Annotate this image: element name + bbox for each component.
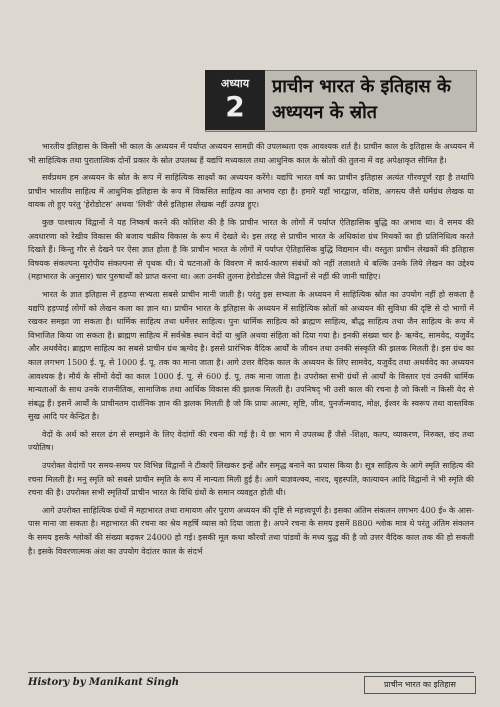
- chapter-title: प्राचीन भारत के इतिहास के अध्ययन के स्रोत: [272, 76, 451, 123]
- footer-author: History by Manikant Singh: [28, 677, 179, 688]
- paragraph: सर्वप्रथम हम अध्ययन के स्रोत के रूप में साहित्यिक साक्ष्यों का अध्ययन करेंगे। यद्यपि भारत वर्ष का प्राचीन इतिहास अत्यंत गौरवपूर्ण रहा है तथापि प्राचीन भारतीय साहित्य में आधुनिक इतिहास के रूप में विकसित साहित्य का अभाव रहा है। हमारे यहाँ भारद्वाज, वशिष्ठ, अगस्त्य जैसे धर्मग्रंथ लेखक या वायक तो हुए परंतु 'हेरोडोटस' अथवा 'लिवी' जैसे इतिहास लेखक नहीं उत्पन्न हुए।: [28, 173, 474, 210]
- paragraph: वेदों के अर्थ को सरल ढंग से समझने के लिए वेदांगों की रचना की गई है। ये छः भाग में उपलब्ध हैं जैसे -शिक्षा, कल्प, व्याकरण, निरुक्त, छंद तथा ज्योतिष।: [28, 429, 474, 453]
- paragraph: भारतीय इतिहास के किसी भी काल के अध्ययन में पर्याप्त अध्ययन सामग्री की उपलब्धता एक आवश्यक शर्त है। प्राचीन काल के इतिहास के अध्ययन में भी साहित्यिक तथा पुरातात्विक दोनों प्रकार के स्रोत उपलब्ध हैं यद्यपि मध्यकाल तथा आधुनिक काल के स्रोतों की तुलना में वह अपेक्षाकृत सीमित है।: [28, 142, 474, 165]
- paragraph: कुछ पाश्चात्य विद्वानों ने यह निष्कर्ष करने की कोशिश की है कि प्राचीन भारत के लोगों में पर्याप्त ऐतिहासिक बुद्धि का अभाव था। वे समय की अवधारणा को रेखीय विकास की बजाय चक्रीय विकास के रूप में देखते थे। इस तरह से प्राचीन भारत के अधिकांश ग्रंथ मिथकों का ही प्रतिनिधित्व करते दिखते हैं। किन्तु गौर से देखने पर ऐसा ज्ञात होता है कि प्राचीन भारत के लोगों में पर्याप्त ऐतिहासिक बुद्धि विद्यमान थी। वस्तुतः प्राचीन लेखकों की इतिहास विषयक संकल्पना यूरोपीय संकल्पना से पृथक थी। ये घटनाओं के विवरण में कार्य-कारण संबंधों को नहीं तलाशते थे बल्कि उनके लिये लेखन का उद्देश्य (महाभारत के अनुसार) चार पुरुषार्थों को प्राप्त करना था। अतः उनकी तुलना हेरोडोटस जैसे विद्वानों से नहीं की जानी चाहिए।: [28, 217, 474, 282]
- footer-book-title: प्राचीन भारत का इतिहास: [364, 676, 476, 694]
- paragraph: भारत के ज्ञात इतिहास में हड़प्पा सभ्यता सबसे प्राचीन मानी जाती है। परंतु इस सभ्यता के अध्ययन में साहित्यिक स्रोत का उपयोग नहीं हो सकता है यद्यपि हड़प्पाई लोगों को लेखन कला का ज्ञान था। प्राचीन भारत के इतिहास के अध्ययन में साहित्यिक स्रोतों को अध्ययन की सुविधा की दृष्टि से दो भागों में रखकर समझा जा सकता है। धार्मिक साहित्य तथा धर्मेत्तर साहित्य। पुनः धार्मिक साहित्य को ब्राह्मण साहित्य, बौद्ध साहित्य तथा जैन साहित्य के रूप में विभाजित किया जा सकता है। ब्राह्मण साहित्य में सर्वश्रेष्ठ स्थान वेदों या श्रुति अथवा संहिता को दिया गया है। इनकी संख्या चार है- ऋग्वेद, सामवेद, यजुर्वेद और अथर्ववेद। ब्राह्मण साहित्य का सबसे प्राचीन ग्रंथ ऋग्वेद है। इससे प्रारंभिक वैदिक आर्यों के जीवन तथा उनकी संस्कृति की झलक मिलती है। इस ग्रंथ का काल लगभग 1500 ई. पू. से 1000 ई. पू. तक का माना जाता है। आगे उत्तर वैदिक काल के अध्ययन के लिए सामवेद, यजुर्वेद तथा अथर्ववेद का अध्ययन आवश्यक है। मौर्य के सीमों वेदों का काल 1000 ई. पू. से 600 ई. पू. तक माना जाता है। उपरोक्त सभी ग्रंथों से आर्यों के विस्तार एवं उनकी धार्मिक मान्यताओं के साथ उनके राजनीतिक, सामाजिक तथा आर्थिक विकास की झलक मिलती है। उपनिषद् भी उसी काल की रचना है जो किसी न किसी वेद से संबद्ध हैं। इसमें आर्यों के प्राचीनतम दार्शनिक ज्ञान की झलक मिलती है जो कि प्रायः आत्मा, सृष्टि, जीव, पुनर्जन्मवाद, मोक्ष, ईश्वर के स्वरूप तथा वास्तविक सुख आदि पर केन्द्रित है।: [28, 289, 474, 422]
- chapter-number-box: [205, 70, 265, 130]
- footer-divider: [28, 672, 474, 673]
- chapter-label: अध्याय: [220, 77, 250, 90]
- paragraph: उपरोक्त वेदांगों पर समय-समय पर विभिन्न विद्वानों ने टीकाएँ लिखकर इन्हें और समृद्ध बनाने का प्रयास किया है। सूत्र साहित्य के आगे स्मृति साहित्य की रचना मिलती है। मनु स्मृति को सबसे प्राचीन स्मृति के रूप में मान्यता मिली हुई है। आगे याज्ञवल्क्य, नारद, बृहस्पति, कात्यायन आदि विद्वानों ने भी स्मृति की रचना की है। उपरोक्त सभी स्मृतियाँ प्राचीन भारत के विधि ग्रंथों के समान व्यवहृत होती थी।: [28, 461, 474, 498]
- chapter-number: 2: [225, 90, 245, 123]
- paragraph: आगे उपरोक्त साहित्यिक ग्रंथों में महाभारत तथा रामायण और पुराण अध्ययन की दृष्टि से महत्त्वपूर्ण है। इसका अंतिम संकलन लगभग 400 ई० के आस-पास माना जा सकता है। महाभारत की रचना का श्रेय महर्षि व्यास को दिया जाता है। अपने रचना के समय इसमें 8800 श्लोक मात्र थे परंतु अंतिम संकलन के समय इसके श्लोकों की संख्या बढ़कर 24000 हो गई। इसकी मूल कथा कौरवों तथा पांडवों के मध्य युद्ध की है जो उत्तर वैदिक काल तक की हो सकती है। इसके विवरणात्मक अंश का उपयोग वेदांतर काल के संदर्भ: [28, 505, 474, 556]
- body-text: [28, 140, 474, 670]
